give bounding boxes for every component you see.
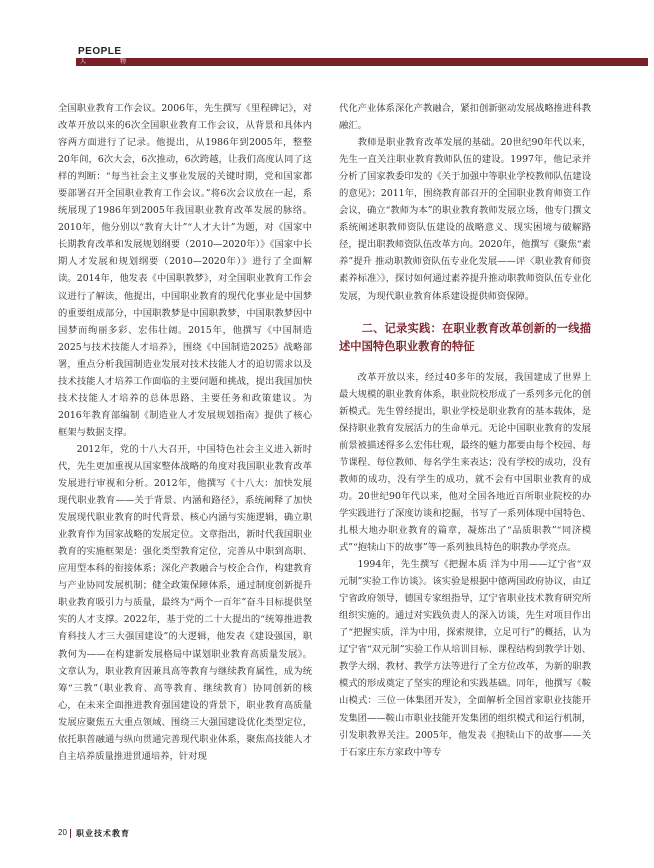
section-bar bbox=[76, 58, 648, 66]
paragraph: 1994年，先生撰写《把握本质 洋为中用——辽宁省“双元制”实验工作访谈》。该实验是根据中德两国政府协议，由辽宁省政府领导，德国专家组指导，辽宁省职业技术教育研究所组织实施的。通过对实践负责人的深入访谈，先生对项目作出了“把握实质，洋为中用，探索规律，立足可行”的概括，认为辽宁省“双元制”实验工作从培训目标、课程结构到教学计划、教学大纲、教材、教学方法等进行了全方位改革，为新的职教模式的形成奠定了坚实的理论和实践基础。同年，他撰写《鞍山模式：三位一体集团开发》，全面解析全国首家职业技能开发集团——鞍山市职业技能开发集团的组织模式和运行机制，引发职教界关注。2005年，他发表《抱犊山下的故事——关于石家庄东方家政中等专 bbox=[339, 559, 591, 758]
section-label-zh: 人物 bbox=[80, 58, 161, 65]
paragraph: 全国职业教育工作会议。2006年，先生撰写《里程碑记》，对改革开放以来的6次全国职业教育工作会议，从背景和具体内容两方面进行了记录。他提出，从1986年到2005年，整整20年间，6次大会，6次推动，6次跨越，让我们高度认同了这样的判断：“每当社会主义事业发展的关键时期，党和国家都要部署召开全国职业教育工作会议。”将6次会议放在一起，系统展现了1986年到2005年我国职业教育改革发展的脉络。2010年，他分别以“教育大计”“人才大计”为题，对《国家中长期教育改革和发展规划纲要（2010—2020年）》《国家中长期人才发展和规划纲要（2010—2020年）》进行了全面解读。2014年，他发表《中国职教梦》，对全国职业教育工作会议进行了解读，他提出，中国职业教育的现代化事业是中国梦的重要组成部分，中国职教梦是中国职教梦，中国职教梦因中国梦而绚丽多彩、宏伟壮阔。2015年，他撰写《中国制造2025与技术技能人才培养》，围绕《中国制造2025》战略部署，重点分析我国制造业发展对技术技能人才的迫切需求以及技术技能人才培养工作面临的主要问题和挑战，提出我国加快技术技能人才培养的总体思路、主要任务和政策建议。为2016年教育部编制《制造业人才发展规划指南》提供了核心框架与数据支撑。 bbox=[58, 103, 312, 438]
section-heading: 二、记录实践：在职业教育改革创新的一线描述中国特色职业教育的特征 bbox=[339, 320, 591, 353]
journal-name: 职业技术教育 bbox=[76, 828, 130, 838]
left-column bbox=[58, 100, 312, 765]
paragraph: 2012年，党的十八大召开，中国特色社会主义进入新时代，先生更加重视从国家整体战略的角度对我国职业教育改革发展进行审视和分析。2012年，他撰写《十八大：加快发展现代职业教育——关于背景、内涵和路径》，系统阐释了加快发展现代职业教育的时代背景、核心内涵与实施逻辑，确立职业教育作为国家战略的发展定位。文章指出，新时代我国职业教育的实施框架是：强化类型教育定位，完善从中职到高职、应用型本科的衔接体系；深化产教融合与校企合作，构建教育与产业协同发展机制；健全政策保障体系，通过制度创新提升职业教育吸引力与质量，最终为“两个一百年”奋斗目标提供坚实的人才支撑。2022年，基于党的二十大提出的“统筹推进教育科技人才三大强国建设”的大逻辑，他发表《建设强国，职教何为——在构建新发展格局中谋划职业教育高质量发展》。文章认为，职业教育因兼具高等教育与继续教育属性，成为统筹“三教”（职业教育、高等教育、继续教育）协同创新的核心，在未来全面推进教育强国建设的背景下，职业教育高质量发展应聚焦五大重点领域、围绕三大强国建设优化类型定位，依托职普融通与纵向贯通完善现代职业体系，聚焦高技能人才自主培养质量推进贯通培养，针对现 bbox=[58, 443, 312, 762]
page-header bbox=[58, 46, 648, 66]
paragraph: 教师是职业教育改革发展的基础。20世纪90年代以来，先生一直关注职业教育教师队伍的建设。1997年，他记录并分析了国家教委印发的《关于加强中等职业学校教师队伍建设的意见》；2011年，围绕教育部召开的全国职业教育师资工作会议，确立“教师为本”的职业教育教师发展立场，他专门撰文系统阐述职教师资队伍建设的战略意义、现实困境与破解路径，提出职教师资队伍改革方向。2020年，他撰写《聚焦“素养”提升 推动职教师资队伍专业化发展——评〈职业教育师资素养标准〉》，探讨如何通过素养提升推动职教师资队伍专业化发展，为现代职业教育体系建设提供师资保障。 bbox=[339, 137, 591, 302]
page-number: 20 bbox=[58, 828, 67, 837]
paragraph: 改革开放以来，经过40多年的发展，我国建成了世界上最大规模的职业教育体系，职业院校形成了一系列多元化的创新模式。先生曾经提出，职业学校是职业教育的基本载体，是保持职业教育发展活力的生命单元。无论中国职业教育的发展前景被描述得多么宏伟壮观，最终的魅力都要由每个校园、每节课程、每位教师、每名学生来表达；没有学校的成功，没有教师的成功，没有学生的成功，就不会有中国职业教育的成功。20世纪90年代以来，他对全国各地近百所职业院校的办学实践进行了深度访谈和挖掘，书写了一系列体现中国特色、扎根大地办职业教育的篇章，凝炼出了“品质职教”“同济模式”“抱犊山下的故事”等一系列独具特色的职教办学亮点。 bbox=[339, 371, 591, 554]
section-label-en: PEOPLE bbox=[78, 46, 122, 57]
right-column bbox=[339, 100, 591, 761]
footer-divider bbox=[70, 829, 71, 838]
paragraph: 代化产业体系深化产教融合，紧扣创新驱动发展战略推进科教融汇。 bbox=[339, 103, 591, 132]
page-footer bbox=[58, 828, 308, 842]
